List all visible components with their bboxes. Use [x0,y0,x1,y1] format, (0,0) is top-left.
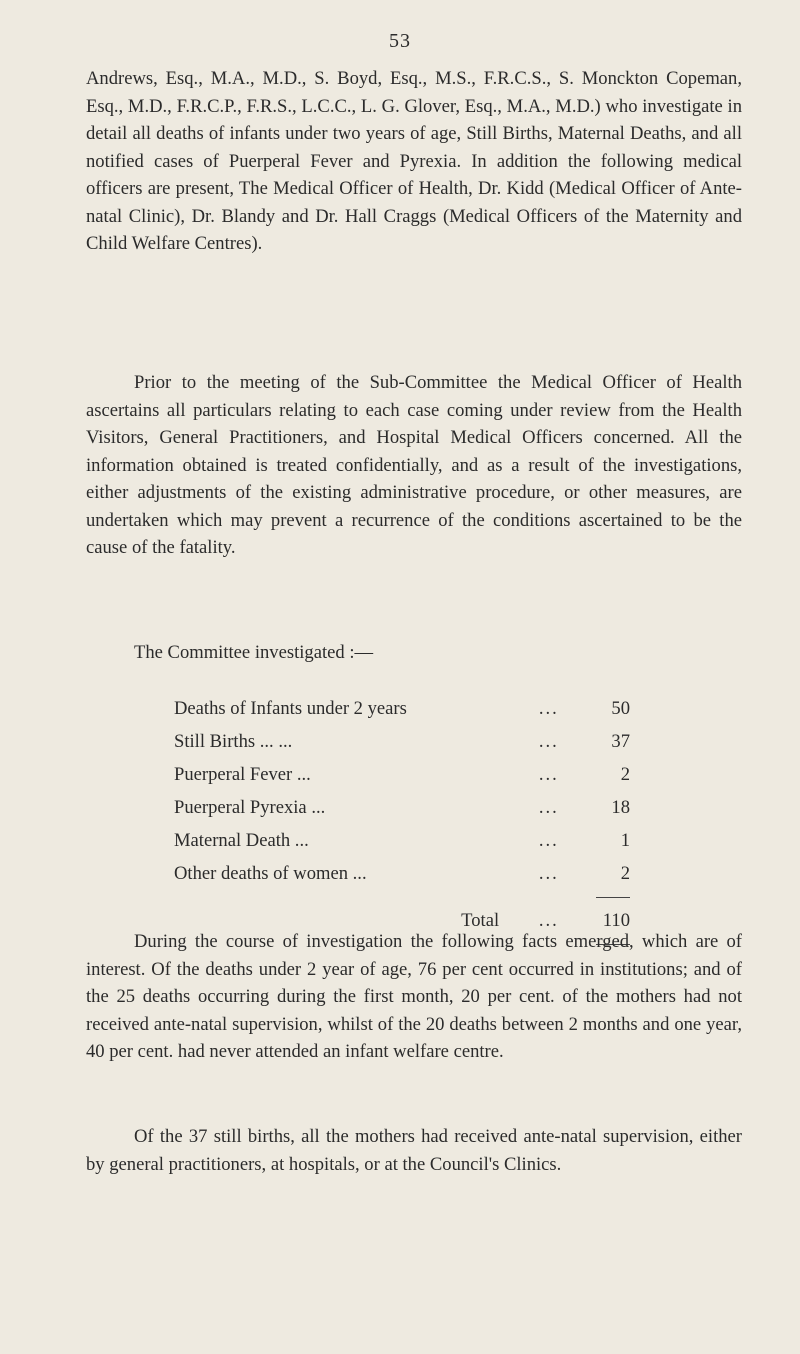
row-label: Maternal Death ... [174,829,309,851]
table-intro-text: The Committee investigated :— [134,642,374,663]
total-rule-top [596,897,630,898]
investigation-table [174,692,630,951]
page-number: 53 [389,30,411,52]
row-label: Puerperal Pyrexia ... [174,796,326,818]
row-value: 2 [620,763,630,785]
paragraph-findings [86,928,742,1066]
row-leader: ... [538,829,559,851]
table-row [174,857,630,890]
table-intro [134,639,734,667]
row-leader: ... [538,730,559,752]
paragraph-procedure [86,369,742,562]
table-row [174,725,630,758]
row-label: Deaths of Infants under 2 years [174,697,407,719]
row-value: 1 [620,829,630,851]
row-label: Puerperal Fever ... [174,763,311,785]
table-row [174,824,630,857]
total-label: Total [461,909,500,931]
paragraph-text: Prior to the meeting of the Sub-Committee the Medical Officer of Health ascertains all particulars relating to each case coming under review from the Health Visitors, General Practitioners, and Hospital Medical Officers concerned. All the information obtained is treated confidentially, and as a result of the investigations, either adjustments of the existing administrative procedure, or other measures, are undertaken which may prevent a recurrence of the conditions ascertained to be the cause of the fatality. [86,372,742,558]
row-value: 50 [611,697,630,719]
paragraph-text: Andrews, Esq., M.A., M.D., S. Boyd, Esq., M.S., F.R.C.S., S. Monckton Copeman, Esq., M.D., F.R.C.P., F.R.S., L.C.C., L. G. Glover, Esq., M.A., M.D.) who investigate in detail all deaths of infants under two years of age, Still Births, Maternal Deaths, and all notified cases of Puerperal Fever and Pyrexia. In addition the following medical officers are present, The Medical Officer of Health, Dr. Kidd (Medical Officer of Ante-natal Clinic), Dr. Blandy and Dr. Hall Craggs (Medical Officers of the Maternity and Child Welfare Centres). [86,68,742,254]
total-value: 110 [602,909,630,931]
paragraph-still-births [86,1123,742,1178]
table-row [174,692,630,725]
paragraph-committee-members [86,65,742,258]
row-value: 37 [611,730,630,752]
row-label: Still Births ... ... [174,730,293,752]
row-leader: ... [538,796,559,818]
rule-row [174,890,630,904]
row-value: 18 [611,796,630,818]
table-row [174,791,630,824]
total-leader: ... [538,909,559,931]
row-value: 2 [620,862,630,884]
table-row [174,758,630,791]
paragraph-text: During the course of investigation the following facts emerged, which are of interest. Of the deaths under 2 year of age, 76 per cent occurred in institutions; and of the 25 deaths occurring during the first month, 20 per cent. of the mothers had not received ante-natal supervision, whilst of the 20 deaths between 2 months and one year, 40 per cent. had never attended an infant welfare centre. [86,931,742,1062]
row-leader: ... [538,763,559,785]
paragraph-text: Of the 37 still births, all the mothers had received ante-natal supervision, either by general practitioners, at hospitals, or at the Council's Clinics. [86,1126,742,1175]
row-leader: ... [538,697,559,719]
row-label: Other deaths of women ... [174,862,367,884]
row-leader: ... [538,862,559,884]
